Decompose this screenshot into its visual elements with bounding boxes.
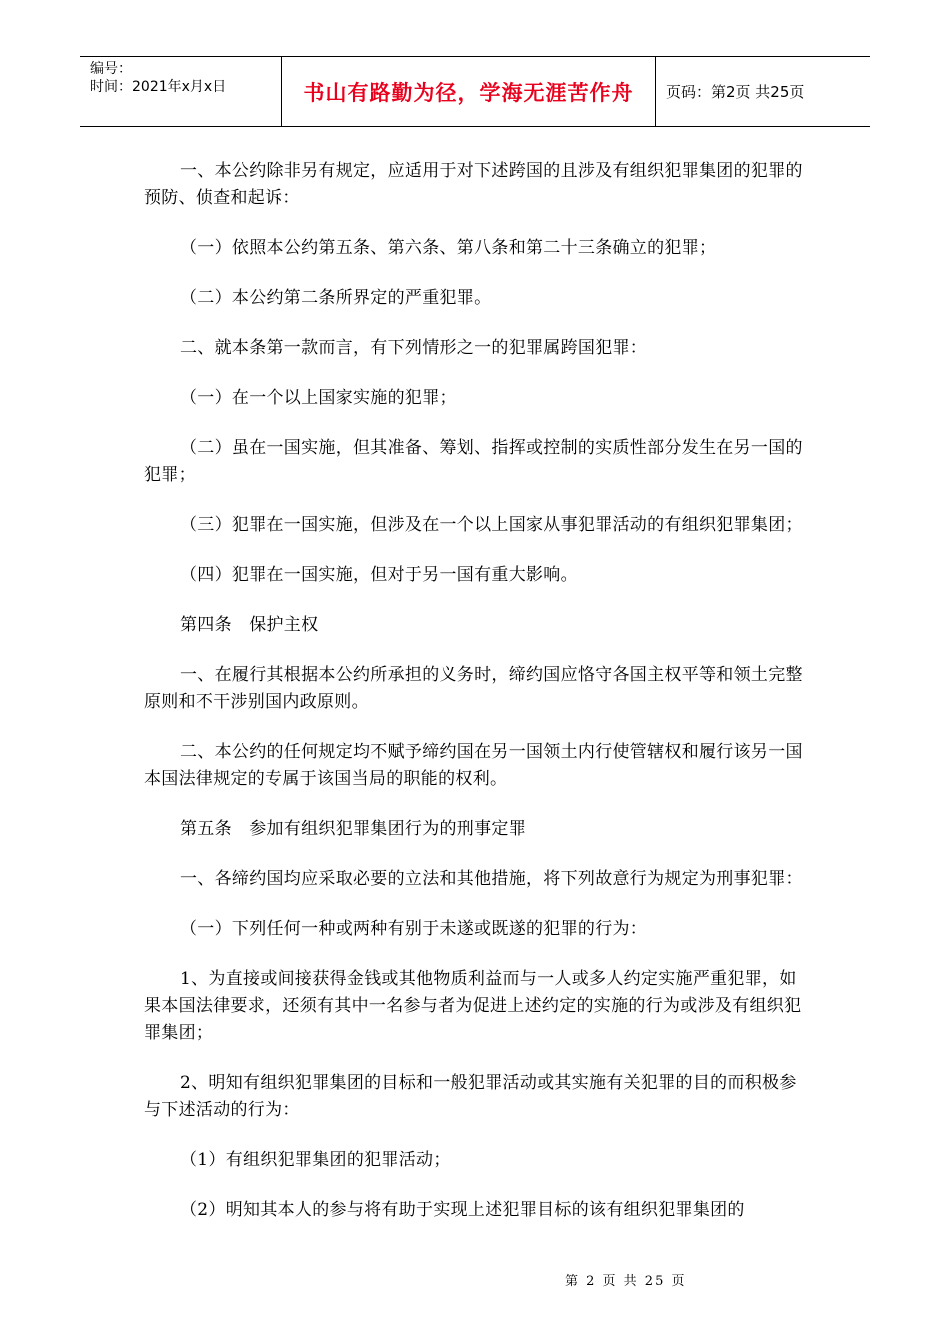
paragraph: 二、本公约的任何规定均不赋予缔约国在另一国领土内行使管辖权和履行该另一国本国法律规定的专属于该国当局的职能的权利。: [144, 742, 803, 789]
paragraph: （一）在一个以上国家实施的犯罪；: [180, 388, 457, 408]
header-motto: 书山有路勤为径，学海无涯苦作舟: [303, 80, 634, 105]
document-time-label: 时间：2021年x月x日: [90, 79, 227, 95]
paragraph: 2、明知有组织犯罪集团的目标和一般犯罪活动或其实施有关犯罪的目的而积极参与下述活动的行为：: [144, 1073, 797, 1120]
paragraph: （一）下列任何一种或两种有别于未遂或既遂的犯罪的行为：: [180, 919, 648, 939]
paragraph: 一、在履行其根据本公约所承担的义务时，缔约国应恪守各国主权平等和领土完整原则和不干涉别国内政原则。: [144, 665, 803, 712]
paragraph: （四）犯罪在一国实施，但对于另一国有重大影响。: [180, 565, 578, 585]
page-header: [80, 56, 870, 127]
paragraph: （一）依照本公约第五条、第六条、第八条和第二十三条确立的犯罪；: [180, 238, 717, 258]
paragraph: 一、各缔约国均应采取必要的立法和其他措施，将下列故意行为规定为刑事犯罪：: [180, 869, 803, 889]
header-page-info: 页码：第2页 共25页: [666, 83, 805, 101]
paragraph: 二、就本条第一款而言，有下列情形之一的犯罪属跨国犯罪：: [180, 338, 648, 358]
article-heading: 第五条 参加有组织犯罪集团行为的刑事定罪: [180, 819, 526, 839]
article-heading: 第四条 保护主权: [180, 615, 319, 635]
paragraph: （1）有组织犯罪集团的犯罪活动；: [180, 1150, 451, 1170]
paragraph: 1、为直接或间接获得金钱或其他物质利益而与一人或多人约定实施严重犯罪，如果本国法律要求，还须有其中一名参与者为促进上述约定的实施的行为或涉及有组织犯罪集团；: [144, 969, 802, 1043]
header-motto-cell: [282, 57, 656, 126]
paragraph: （二）本公约第二条所界定的严重犯罪。: [180, 288, 492, 308]
paragraph: 一、本公约除非另有规定，应适用于对下述跨国的且涉及有组织犯罪集团的犯罪的预防、侦查和起诉：: [144, 161, 803, 208]
document-number-label: 编号：: [90, 61, 132, 77]
document-body: [144, 158, 808, 1247]
page-footer: 第 2 页 共 25 页: [565, 1274, 687, 1289]
paragraph: （三）犯罪在一国实施，但涉及在一个以上国家从事犯罪活动的有组织犯罪集团；: [180, 515, 803, 535]
paragraph: （2）明知其本人的参与将有助于实现上述犯罪目标的该有组织犯罪集团的: [180, 1200, 745, 1220]
paragraph: （二）虽在一国实施，但其准备、筹划、指挥或控制的实质性部分发生在另一国的犯罪；: [144, 438, 803, 485]
header-meta: [80, 57, 282, 126]
